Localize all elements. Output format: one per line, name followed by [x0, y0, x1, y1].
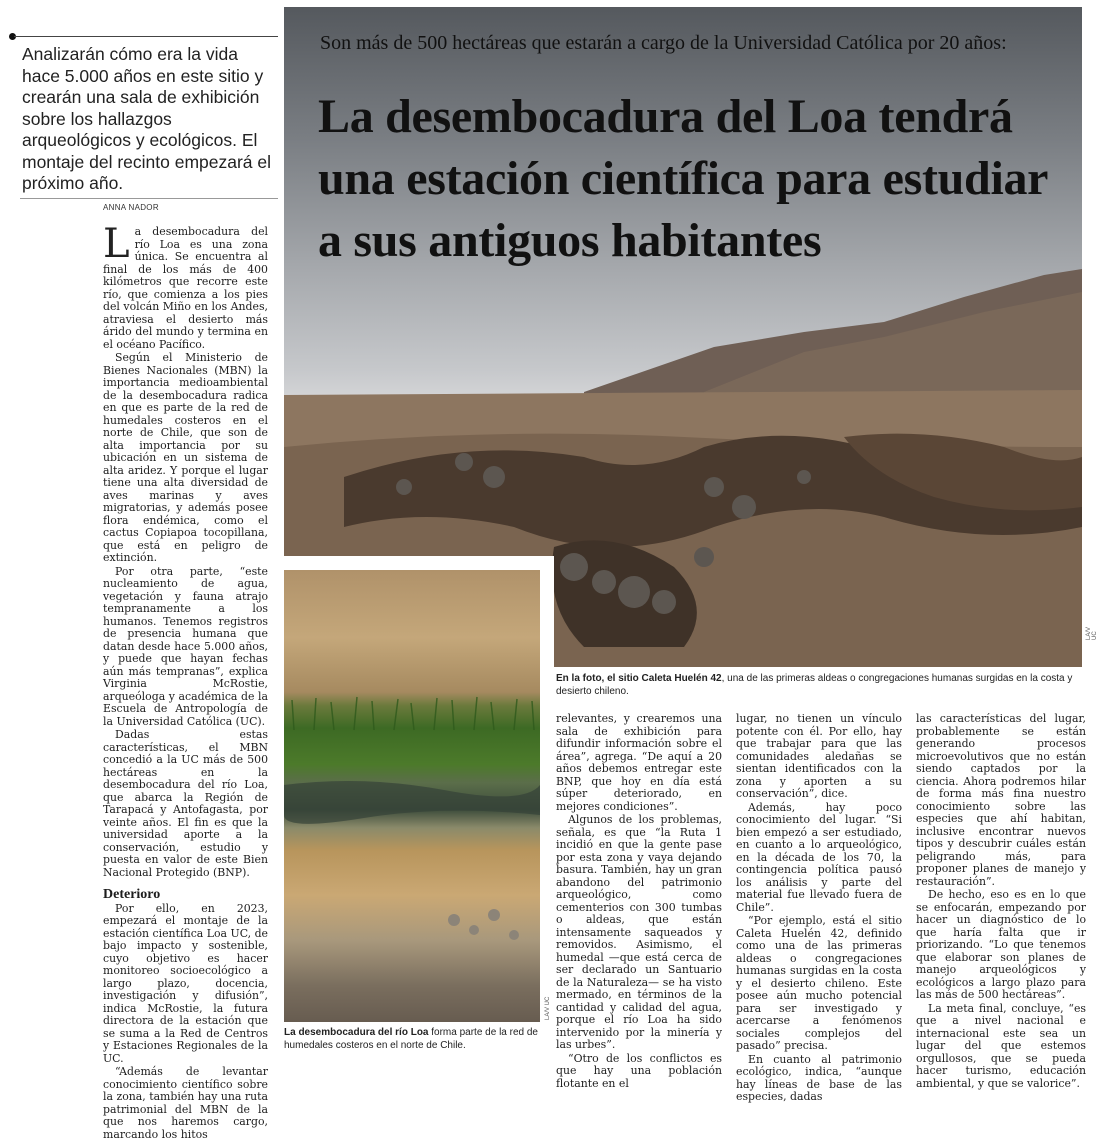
- divider: [14, 36, 278, 37]
- paragraph: las características del lugar, probablemente se están generando procesos microevolutivos que no están siendo captados por la ciencia. Ahora podremos hilar de forma más fina nuestro conocimiento sobre las especies que ahí habitan, inclusive encontrar nuevos tipos y descubrir cuáles están peligrando más, para proponer planes de manejo y restauración”.: [916, 712, 1086, 888]
- lead-paragraph: Analizarán cómo era la vida hace 5.000 años en este sitio y crearán una sala de exhibición sobre los hallazgos arqueológicos y ecológicos. El montaje del recinto empezará el próximo año.: [22, 44, 272, 193]
- paragraph: La desembocadura del río Loa es una zona única. Se encuentra al final de los más de 400 kilómetros que recorre este río, que comienza a los pies del volcán Miño en los Andes, atraviesa el desierto más árido del mundo y termina en el océano Pacífico.: [103, 221, 268, 351]
- paragraph: De hecho, eso es en lo que se enfocarán, empezando por hacer un diagnóstico de lo que haría falta que ir priorizando. “Lo que tenemos que elaborar son planes de manejo arqueológicos y ecológicos a largo plazo para las más de 500 hectáreas”.: [916, 888, 1086, 1001]
- paragraph: La meta final, concluye, “es que a nivel nacional e internacional este sea un lugar del que estemos orgullosos, que se pueda hacer turismo, educación ambiental, y que se valorice”.: [916, 1001, 1086, 1090]
- inset-photo: [284, 570, 540, 1022]
- byline: ANNA NADOR: [103, 203, 159, 212]
- kicker: Son más de 500 hectáreas que estarán a cargo de la Universidad Católica por 20 años:: [320, 32, 1007, 54]
- divider: [20, 198, 278, 199]
- subhead: Deterioro: [103, 887, 161, 902]
- paragraph: relevantes, y crearemos una sala de exhibición para difundir información sobre el área”, agrega. “De aquí a 20 años debemos entregar este BNP, que hoy en día está súper deteriorado, en mejores condiciones”.: [556, 712, 722, 813]
- paragraph: Según el Ministerio de Bienes Nacionales (MBN) la importancia medioambiental de la desembocadura radica en que es parte de la red de humedales costeros en el norte de Chile, que son de alta importancia por su ubicación en un sistema de alta aridez. Y porque el lugar tiene una alta diversidad de aves marinas y aves migratorias, y además posee flora endémica, como el cactus Copiapoa tocopillana, que está en peligro de extinción.: [103, 351, 268, 564]
- wetland-illustration: [284, 570, 540, 1022]
- paragraph: “Por ejemplo, está el sitio Caleta Huelén 42, definido como una de las primeras aldeas o congregaciones humanas surgidas en la costa y el desierto chileno. Este posee aún mucho potencial para ser investigado y acercarse a fenómenos sociales complejos del pasado” precisa.: [736, 914, 902, 1052]
- inset-caption: La desembocadura del río Loa forma parte de la red de humedales costeros en el norte de Chile.: [284, 1027, 538, 1051]
- paragraph: Por ello, en 2023, empezará el montaje de la estación científica Loa UC, de bajo impacto y sostenible, cuyo objetivo es hacer monitoreo socioecológico a largo plazo, docencia, investigación y difusión”, indica McRostie, la futura directora de la estación que se suma a la Red de Centros y Estaciones Regionales de la UC.: [103, 901, 268, 1065]
- photo-credit: LA/V UC: [1086, 626, 1098, 640]
- paragraph: “Otro de los conflictos es que hay una población flotante en el: [556, 1051, 722, 1090]
- article-column-3: [736, 713, 902, 1105]
- photo-credit: LA/V UC: [545, 996, 551, 1020]
- paragraph: Algunos de los problemas, señala, es que “la Ruta 1 incidió en que la gente pase por esta zona y vaya dejando basura. También, hay un gran abandono del patrimonio arqueológico, como cementerios con 300 tumbas o aldeas, que están intensamente saqueados y removidos. Asimismo, el humedal —que está cerca de ser declarado un Santuario de la Naturaleza— se ha visto mermado, en términos de la cantidad y calidad del agua, porque el río Loa ha sido intervenido por la minería y las urbes”.: [556, 813, 722, 1051]
- paragraph: Por otra parte, “este nucleamiento de agua, vegetación y fauna atrajo tempranamente a los humanos. Tenemos registros de presencia humana que datan desde hace 5.000 años, y puede que hayan fechas aún más tempranas”, explica Virginia McRostie, arqueóloga y académica de la Escuela de Antropología de la Universidad Católica (UC).: [103, 564, 268, 728]
- article-column-2: [556, 713, 722, 1091]
- hero-caption: En la foto, el sitio Caleta Huelén 42, una de las primeras aldeas o congregaciones humanas surgidas en la costa y desierto chileno.: [556, 673, 1073, 697]
- paragraph: lugar, no tienen un vínculo potente con él. Por ello, hay que trabajar para que las comunidades aledañas se sientan identificados con la zona y aporten a su conservación”, dice.: [736, 712, 902, 800]
- drop-cap: L: [103, 221, 130, 267]
- paragraph: En cuanto al patrimonio ecológico, indica, “aunque hay líneas de base de las especies, dadas: [736, 1052, 902, 1103]
- paragraph: Dadas estas características, el MBN concedió a la UC más de 500 hectáreas en la desembocadura del río Loa, que abarca la Región de Tarapacá y Antofagasta, por veinte años. El fin es que la universidad aporte a la conservación, estudio y puesta en valor de este Bien Nacional Protegido (BNP).: [103, 728, 268, 879]
- article-column-4: [916, 713, 1086, 1091]
- article-column-1: [103, 221, 268, 1142]
- paragraph: Además, hay poco conocimiento del lugar. “Si bien empezó a ser estudiado, en cuanto a lo arqueológico, en la década de los 70, la contingencia política pausó los análisis y parte del material fue llevado fuera de Chile”.: [736, 800, 902, 914]
- paragraph: “Además de levantar conocimiento científico sobre la zona, también hay una ruta patrimonial del MBN de la que nos haremos cargo, marcando los hitos: [103, 1065, 268, 1141]
- headline: La desembocadura del Loa tendrá una estación científica para estudiar a sus antiguos habitantes: [318, 90, 1048, 267]
